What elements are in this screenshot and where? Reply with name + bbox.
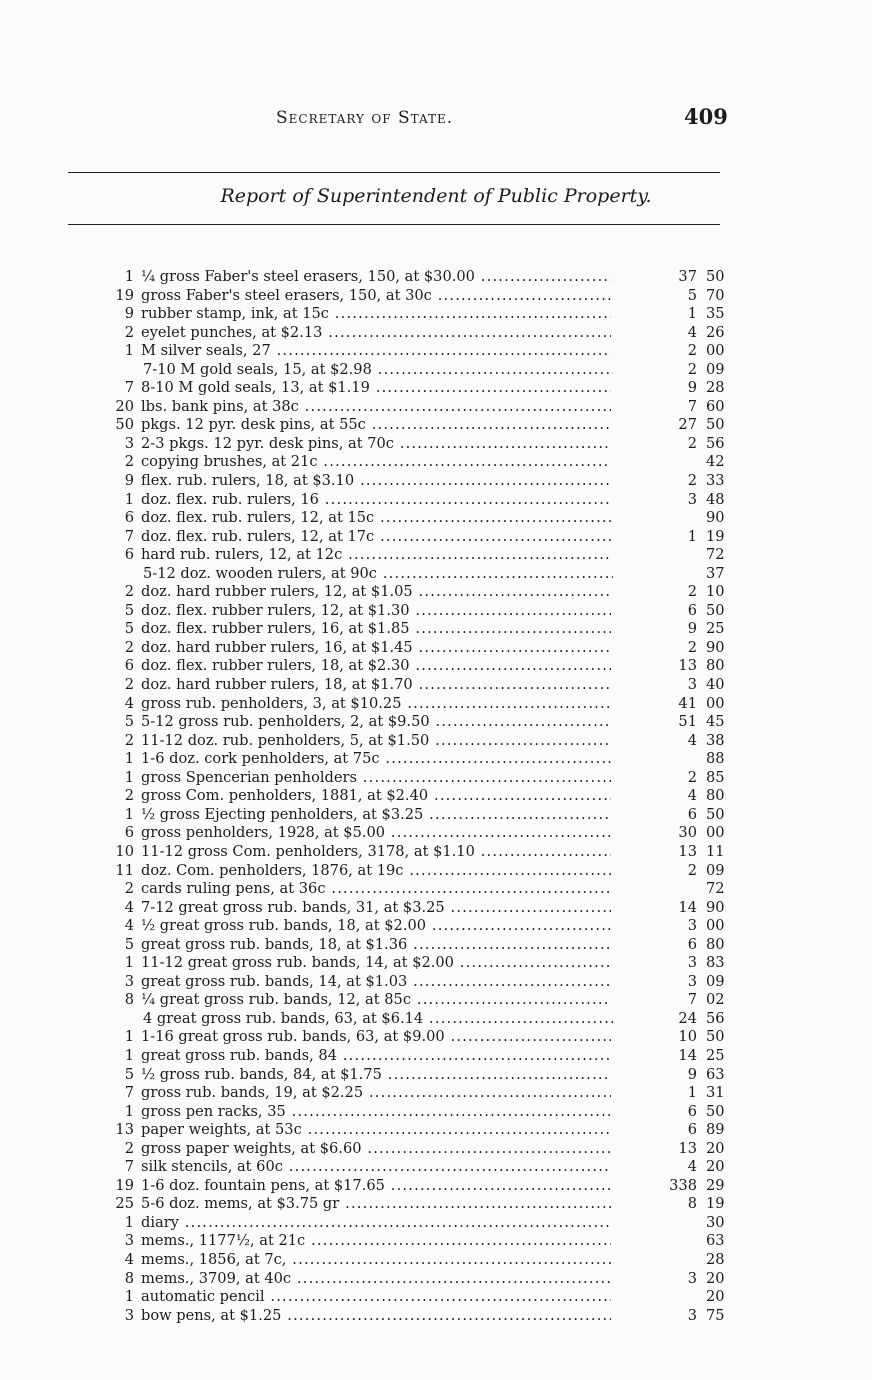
item-cents: 33 bbox=[706, 472, 725, 490]
item-description: 1-6 doz. fountain pens, at $17.65 ..... bbox=[141, 1177, 611, 1196]
item-dollars: 51 bbox=[678, 713, 697, 731]
list-item bbox=[0, 435, 872, 454]
item-cents: 90 bbox=[706, 898, 725, 916]
item-dollars: 3 bbox=[687, 676, 697, 694]
item-description: 4 great gross rub. bands, 63, at $6.14 ..... bbox=[143, 1010, 613, 1029]
item-quantity: 9 bbox=[124, 305, 134, 323]
item-cents: 09 bbox=[706, 360, 725, 378]
item-dollars: 3 bbox=[687, 917, 697, 935]
item-cents: 60 bbox=[706, 397, 725, 415]
item-cents: 56 bbox=[706, 1009, 725, 1027]
item-description: silk stencils, at 60c ..... bbox=[141, 1158, 611, 1177]
list-item bbox=[0, 305, 872, 324]
list-item bbox=[0, 806, 872, 825]
item-description: rubber stamp, ink, at 15c ..... bbox=[141, 305, 611, 324]
item-dollars: 7 bbox=[687, 991, 697, 1009]
item-quantity: 13 bbox=[115, 1121, 134, 1139]
item-cents: 00 bbox=[706, 694, 725, 712]
item-description: gross Faber's steel erasers, 150, at 30c ..... bbox=[141, 287, 611, 306]
item-quantity: 6 bbox=[124, 657, 134, 675]
item-dollars: 4 bbox=[687, 323, 697, 341]
item-cents: 48 bbox=[706, 490, 725, 508]
item-dollars: 1 bbox=[687, 527, 697, 545]
item-description: bow pens, at $1.25 ..... bbox=[141, 1307, 611, 1326]
item-cents: 72 bbox=[706, 880, 725, 898]
bottom-rule bbox=[68, 224, 720, 225]
item-dollars: 338 bbox=[669, 1176, 697, 1194]
item-cents: 89 bbox=[706, 1121, 725, 1139]
list-item bbox=[0, 787, 872, 806]
item-description: doz. flex. rubber rulers, 16, at $1.85 ..... bbox=[141, 620, 611, 639]
item-quantity: 2 bbox=[124, 787, 134, 805]
item-dollars: 3 bbox=[687, 490, 697, 508]
item-quantity: 7 bbox=[124, 1158, 134, 1176]
list-item bbox=[0, 954, 872, 973]
item-cents: 35 bbox=[706, 305, 725, 323]
item-quantity: 7 bbox=[124, 379, 134, 397]
list-item bbox=[0, 732, 872, 751]
list-item bbox=[0, 472, 872, 491]
item-cents: 20 bbox=[706, 1288, 725, 1306]
item-cents: 38 bbox=[706, 731, 725, 749]
item-cents: 19 bbox=[706, 527, 725, 545]
list-item bbox=[0, 1214, 872, 1233]
item-quantity: 10 bbox=[115, 842, 134, 860]
item-description: doz. flex. rubber rulers, 12, at $1.30 ..... bbox=[141, 602, 611, 621]
item-quantity: 1 bbox=[124, 1046, 134, 1064]
item-cents: 70 bbox=[706, 286, 725, 304]
item-cents: 88 bbox=[706, 750, 725, 768]
item-description: automatic pencil ..... bbox=[141, 1288, 611, 1307]
item-cents: 63 bbox=[706, 1232, 725, 1250]
item-description: doz. hard rubber rulers, 16, at $1.45 ..... bbox=[141, 639, 611, 658]
item-cents: 42 bbox=[706, 453, 725, 471]
item-description: gross penholders, 1928, at $5.00 ..... bbox=[141, 824, 611, 843]
item-cents: 30 bbox=[706, 1213, 725, 1231]
item-quantity: 7 bbox=[124, 1084, 134, 1102]
item-description: hard rub. rulers, 12, at 12c ..... bbox=[141, 546, 611, 565]
list-item bbox=[0, 1140, 872, 1159]
item-description: doz. Com. penholders, 1876, at 19c ..... bbox=[141, 862, 611, 881]
list-item bbox=[0, 973, 872, 992]
item-dollars: 14 bbox=[678, 898, 697, 916]
item-quantity: 1 bbox=[124, 768, 134, 786]
page-header bbox=[0, 104, 872, 134]
item-description: gross rub. penholders, 3, at $10.25 ..... bbox=[141, 695, 611, 714]
list-item bbox=[0, 1047, 872, 1066]
list-item bbox=[0, 1195, 872, 1214]
item-cents: 00 bbox=[706, 917, 725, 935]
item-dollars: 24 bbox=[678, 1009, 697, 1027]
list-item bbox=[0, 1307, 872, 1326]
item-dollars: 4 bbox=[687, 1158, 697, 1176]
list-item bbox=[0, 491, 872, 510]
list-item bbox=[0, 769, 872, 788]
item-dollars: 14 bbox=[678, 1046, 697, 1064]
item-description: gross rub. bands, 19, at $2.25 ..... bbox=[141, 1084, 611, 1103]
item-cents: 02 bbox=[706, 991, 725, 1009]
list-item bbox=[0, 620, 872, 639]
item-dollars: 37 bbox=[678, 268, 697, 285]
item-description: ¼ gross Faber's steel erasers, 150, at $30.00 ..... bbox=[141, 268, 611, 287]
item-dollars: 3 bbox=[687, 972, 697, 990]
item-quantity: 4 bbox=[124, 1250, 134, 1268]
item-description: 8-10 M gold seals, 13, at $1.19 ..... bbox=[141, 379, 611, 398]
item-dollars: 6 bbox=[687, 935, 697, 953]
item-description: 5-6 doz. mems, at $3.75 gr ..... bbox=[141, 1195, 611, 1214]
item-quantity: 20 bbox=[115, 397, 134, 415]
item-dollars: 30 bbox=[678, 824, 697, 842]
item-description: great gross rub. bands, 84 ..... bbox=[141, 1047, 611, 1066]
list-item bbox=[0, 1232, 872, 1251]
list-item bbox=[0, 453, 872, 472]
item-dollars: 1 bbox=[687, 1084, 697, 1102]
item-dollars: 7 bbox=[687, 397, 697, 415]
item-cents: 28 bbox=[706, 379, 725, 397]
item-cents: 26 bbox=[706, 323, 725, 341]
item-description: M silver seals, 27 ..... bbox=[141, 342, 611, 361]
item-dollars: 4 bbox=[687, 731, 697, 749]
item-dollars: 6 bbox=[687, 601, 697, 619]
item-quantity: 2 bbox=[124, 583, 134, 601]
item-dollars: 2 bbox=[687, 472, 697, 490]
item-description: ½ gross Ejecting penholders, at $3.25 ..... bbox=[141, 806, 611, 825]
item-dollars: 1 bbox=[687, 305, 697, 323]
list-item bbox=[0, 1177, 872, 1196]
item-quantity: 2 bbox=[124, 1139, 134, 1157]
item-cents: 19 bbox=[706, 1195, 725, 1213]
expense-list bbox=[0, 268, 872, 1325]
item-cents: 56 bbox=[706, 434, 725, 452]
item-cents: 37 bbox=[706, 564, 725, 582]
item-quantity: 6 bbox=[124, 546, 134, 564]
item-dollars: 2 bbox=[687, 768, 697, 786]
item-cents: 80 bbox=[706, 935, 725, 953]
item-description: 1-6 doz. cork penholders, at 75c ..... bbox=[141, 750, 611, 769]
item-quantity: 3 bbox=[124, 434, 134, 452]
item-quantity: 1 bbox=[124, 490, 134, 508]
item-cents: 11 bbox=[706, 842, 725, 860]
item-dollars: 4 bbox=[687, 787, 697, 805]
item-description: mems., 1177½, at 21c ..... bbox=[141, 1232, 611, 1251]
item-description: ¼ great gross rub. bands, 12, at 85c ..... bbox=[141, 991, 611, 1010]
item-dollars: 2 bbox=[687, 434, 697, 452]
item-description: flex. rub. rulers, 18, at $3.10 ..... bbox=[141, 472, 611, 491]
item-dollars: 9 bbox=[687, 379, 697, 397]
item-description: 7-12 great gross rub. bands, 31, at $3.25 ..... bbox=[141, 899, 611, 918]
list-item bbox=[0, 1010, 872, 1029]
list-item bbox=[0, 1251, 872, 1270]
item-quantity: 1 bbox=[124, 1288, 134, 1306]
item-dollars: 2 bbox=[687, 360, 697, 378]
list-item bbox=[0, 361, 872, 380]
item-description: doz. flex. rub. rulers, 16 ..... bbox=[141, 491, 611, 510]
item-quantity: 1 bbox=[124, 954, 134, 972]
item-description: 11-12 gross Com. penholders, 3178, at $1.10 ..... bbox=[141, 843, 611, 862]
item-dollars: 8 bbox=[687, 1195, 697, 1213]
item-quantity: 25 bbox=[115, 1195, 134, 1213]
item-quantity: 2 bbox=[124, 731, 134, 749]
item-description: gross pen racks, 35 ..... bbox=[141, 1103, 611, 1122]
item-quantity: 2 bbox=[124, 676, 134, 694]
item-description: gross paper weights, at $6.60 ..... bbox=[141, 1140, 611, 1159]
item-cents: 50 bbox=[706, 601, 725, 619]
item-dollars: 9 bbox=[687, 620, 697, 638]
list-item bbox=[0, 1028, 872, 1047]
item-quantity: 1 bbox=[124, 805, 134, 823]
item-description: ½ gross rub. bands, 84, at $1.75 ..... bbox=[141, 1066, 611, 1085]
item-description: doz. flex. rub. rulers, 12, at 15c ..... bbox=[141, 509, 611, 528]
item-dollars: 27 bbox=[678, 416, 697, 434]
item-quantity: 4 bbox=[124, 898, 134, 916]
item-dollars: 41 bbox=[678, 694, 697, 712]
item-cents: 50 bbox=[706, 268, 725, 285]
item-description: mems., 1856, at 7c, ..... bbox=[141, 1251, 611, 1270]
list-item bbox=[0, 750, 872, 769]
item-description: ½ great gross rub. bands, 18, at $2.00 ..... bbox=[141, 917, 611, 936]
list-item bbox=[0, 713, 872, 732]
item-description: doz. flex. rubber rulers, 18, at $2.30 ..... bbox=[141, 657, 611, 676]
list-item bbox=[0, 602, 872, 621]
item-dollars: 13 bbox=[678, 842, 697, 860]
list-item bbox=[0, 695, 872, 714]
item-description: paper weights, at 53c ..... bbox=[141, 1121, 611, 1140]
item-cents: 72 bbox=[706, 546, 725, 564]
item-description: great gross rub. bands, 14, at $1.03 ..... bbox=[141, 973, 611, 992]
list-item bbox=[0, 1121, 872, 1140]
item-quantity: 9 bbox=[124, 472, 134, 490]
item-cents: 90 bbox=[706, 509, 725, 527]
list-item bbox=[0, 676, 872, 695]
item-dollars: 6 bbox=[687, 805, 697, 823]
item-cents: 00 bbox=[706, 824, 725, 842]
list-item bbox=[0, 398, 872, 417]
item-quantity: 11 bbox=[115, 861, 134, 879]
list-item bbox=[0, 565, 872, 584]
item-quantity: 8 bbox=[124, 991, 134, 1009]
running-head: Secretary of State. bbox=[276, 108, 454, 128]
item-quantity: 3 bbox=[124, 972, 134, 990]
item-description: eyelet punches, at $2.13 ..... bbox=[141, 324, 611, 343]
item-cents: 75 bbox=[706, 1306, 725, 1324]
item-dollars: 3 bbox=[687, 1306, 697, 1324]
list-item bbox=[0, 880, 872, 899]
list-item bbox=[0, 509, 872, 528]
list-item bbox=[0, 379, 872, 398]
item-dollars: 2 bbox=[687, 342, 697, 360]
item-dollars: 9 bbox=[687, 1065, 697, 1083]
list-item bbox=[0, 268, 872, 287]
list-item bbox=[0, 528, 872, 547]
list-item bbox=[0, 862, 872, 881]
item-cents: 80 bbox=[706, 787, 725, 805]
item-quantity: 2 bbox=[124, 453, 134, 471]
item-description: diary ..... bbox=[141, 1214, 611, 1233]
item-cents: 85 bbox=[706, 768, 725, 786]
item-cents: 50 bbox=[706, 1102, 725, 1120]
item-dollars: 2 bbox=[687, 638, 697, 656]
item-dollars: 6 bbox=[687, 1121, 697, 1139]
item-description: doz. flex. rub. rulers, 12, at 17c ..... bbox=[141, 528, 611, 547]
item-cents: 09 bbox=[706, 861, 725, 879]
report-title: Report of Superintendent of Public Property. bbox=[220, 185, 652, 207]
item-quantity: 2 bbox=[124, 880, 134, 898]
item-cents: 50 bbox=[706, 1028, 725, 1046]
item-cents: 10 bbox=[706, 583, 725, 601]
item-cents: 20 bbox=[706, 1269, 725, 1287]
item-quantity: 5 bbox=[124, 1065, 134, 1083]
item-cents: 20 bbox=[706, 1158, 725, 1176]
list-item bbox=[0, 991, 872, 1010]
item-cents: 31 bbox=[706, 1084, 725, 1102]
item-cents: 25 bbox=[706, 1046, 725, 1064]
item-description: gross Com. penholders, 1881, at $2.40 ..... bbox=[141, 787, 611, 806]
list-item bbox=[0, 1084, 872, 1103]
item-quantity: 3 bbox=[124, 1232, 134, 1250]
item-cents: 00 bbox=[706, 342, 725, 360]
item-description: 11-12 doz. rub. penholders, 5, at $1.50 ..... bbox=[141, 732, 611, 751]
item-description: 11-12 great gross rub. bands, 14, at $2.00 ..... bbox=[141, 954, 611, 973]
item-quantity: 6 bbox=[124, 824, 134, 842]
item-quantity: 1 bbox=[124, 1028, 134, 1046]
item-cents: 28 bbox=[706, 1250, 725, 1268]
item-cents: 25 bbox=[706, 620, 725, 638]
item-description: 7-10 M gold seals, 15, at $2.98 ..... bbox=[143, 361, 613, 380]
list-item bbox=[0, 416, 872, 435]
item-description: copying brushes, at 21c ..... bbox=[141, 453, 611, 472]
list-item bbox=[0, 546, 872, 565]
item-dollars: 13 bbox=[678, 1139, 697, 1157]
list-item bbox=[0, 936, 872, 955]
list-item bbox=[0, 324, 872, 343]
item-description: mems., 3709, at 40c ..... bbox=[141, 1270, 611, 1289]
item-dollars: 3 bbox=[687, 954, 697, 972]
item-description: doz. hard rubber rulers, 18, at $1.70 ..... bbox=[141, 676, 611, 695]
list-item bbox=[0, 899, 872, 918]
item-quantity: 6 bbox=[124, 509, 134, 527]
item-quantity: 5 bbox=[124, 713, 134, 731]
item-quantity: 19 bbox=[115, 1176, 134, 1194]
item-quantity: 50 bbox=[115, 416, 134, 434]
list-item bbox=[0, 1270, 872, 1289]
item-quantity: 1 bbox=[124, 750, 134, 768]
item-quantity: 19 bbox=[115, 286, 134, 304]
item-description: 5-12 doz. wooden rulers, at 90c ..... bbox=[143, 565, 613, 584]
item-quantity: 7 bbox=[124, 527, 134, 545]
item-cents: 09 bbox=[706, 972, 725, 990]
item-dollars: 2 bbox=[687, 861, 697, 879]
list-item bbox=[0, 639, 872, 658]
item-quantity: 4 bbox=[124, 694, 134, 712]
item-quantity: 1 bbox=[124, 1213, 134, 1231]
item-cents: 40 bbox=[706, 676, 725, 694]
item-dollars: 3 bbox=[687, 1269, 697, 1287]
item-description: 1-16 great gross rub. bands, 63, at $9.00 ..... bbox=[141, 1028, 611, 1047]
item-description: cards ruling pens, at 36c ..... bbox=[141, 880, 611, 899]
item-quantity: 3 bbox=[124, 1306, 134, 1324]
top-rule bbox=[68, 172, 720, 173]
item-cents: 29 bbox=[706, 1176, 725, 1194]
item-description: 5-12 gross rub. penholders, 2, at $9.50 ..... bbox=[141, 713, 611, 732]
item-description: pkgs. 12 pyr. desk pins, at 55c ..... bbox=[141, 416, 611, 435]
list-item bbox=[0, 824, 872, 843]
list-item bbox=[0, 1288, 872, 1307]
item-description: doz. hard rubber rulers, 12, at $1.05 ..... bbox=[141, 583, 611, 602]
item-quantity: 5 bbox=[124, 935, 134, 953]
list-item bbox=[0, 843, 872, 862]
item-description: great gross rub. bands, 18, at $1.36 ..... bbox=[141, 936, 611, 955]
item-quantity: 1 bbox=[124, 1102, 134, 1120]
item-dollars: 5 bbox=[687, 286, 697, 304]
item-quantity: 1 bbox=[124, 268, 134, 285]
item-dollars: 13 bbox=[678, 657, 697, 675]
item-description: gross Spencerian penholders ..... bbox=[141, 769, 611, 788]
item-cents: 50 bbox=[706, 805, 725, 823]
item-cents: 80 bbox=[706, 657, 725, 675]
list-item bbox=[0, 1158, 872, 1177]
item-cents: 45 bbox=[706, 713, 725, 731]
item-quantity: 4 bbox=[124, 917, 134, 935]
item-quantity: 5 bbox=[124, 620, 134, 638]
item-dollars: 2 bbox=[687, 583, 697, 601]
item-quantity: 1 bbox=[124, 342, 134, 360]
item-cents: 20 bbox=[706, 1139, 725, 1157]
item-quantity: 5 bbox=[124, 601, 134, 619]
item-description: lbs. bank pins, at 38c ..... bbox=[141, 398, 611, 417]
list-item bbox=[0, 583, 872, 602]
item-description: 2-3 pkgs. 12 pyr. desk pins, at 70c ..... bbox=[141, 435, 611, 454]
item-cents: 50 bbox=[706, 416, 725, 434]
list-item bbox=[0, 1103, 872, 1122]
item-quantity: 2 bbox=[124, 638, 134, 656]
item-dollars: 6 bbox=[687, 1102, 697, 1120]
list-item bbox=[0, 342, 872, 361]
item-cents: 63 bbox=[706, 1065, 725, 1083]
item-cents: 90 bbox=[706, 638, 725, 656]
item-quantity: 8 bbox=[124, 1269, 134, 1287]
list-item bbox=[0, 287, 872, 306]
page-number: 409 bbox=[684, 104, 728, 129]
list-item bbox=[0, 917, 872, 936]
item-dollars: 10 bbox=[678, 1028, 697, 1046]
list-item bbox=[0, 1066, 872, 1085]
item-quantity: 2 bbox=[124, 323, 134, 341]
list-item bbox=[0, 657, 872, 676]
item-cents: 83 bbox=[706, 954, 725, 972]
